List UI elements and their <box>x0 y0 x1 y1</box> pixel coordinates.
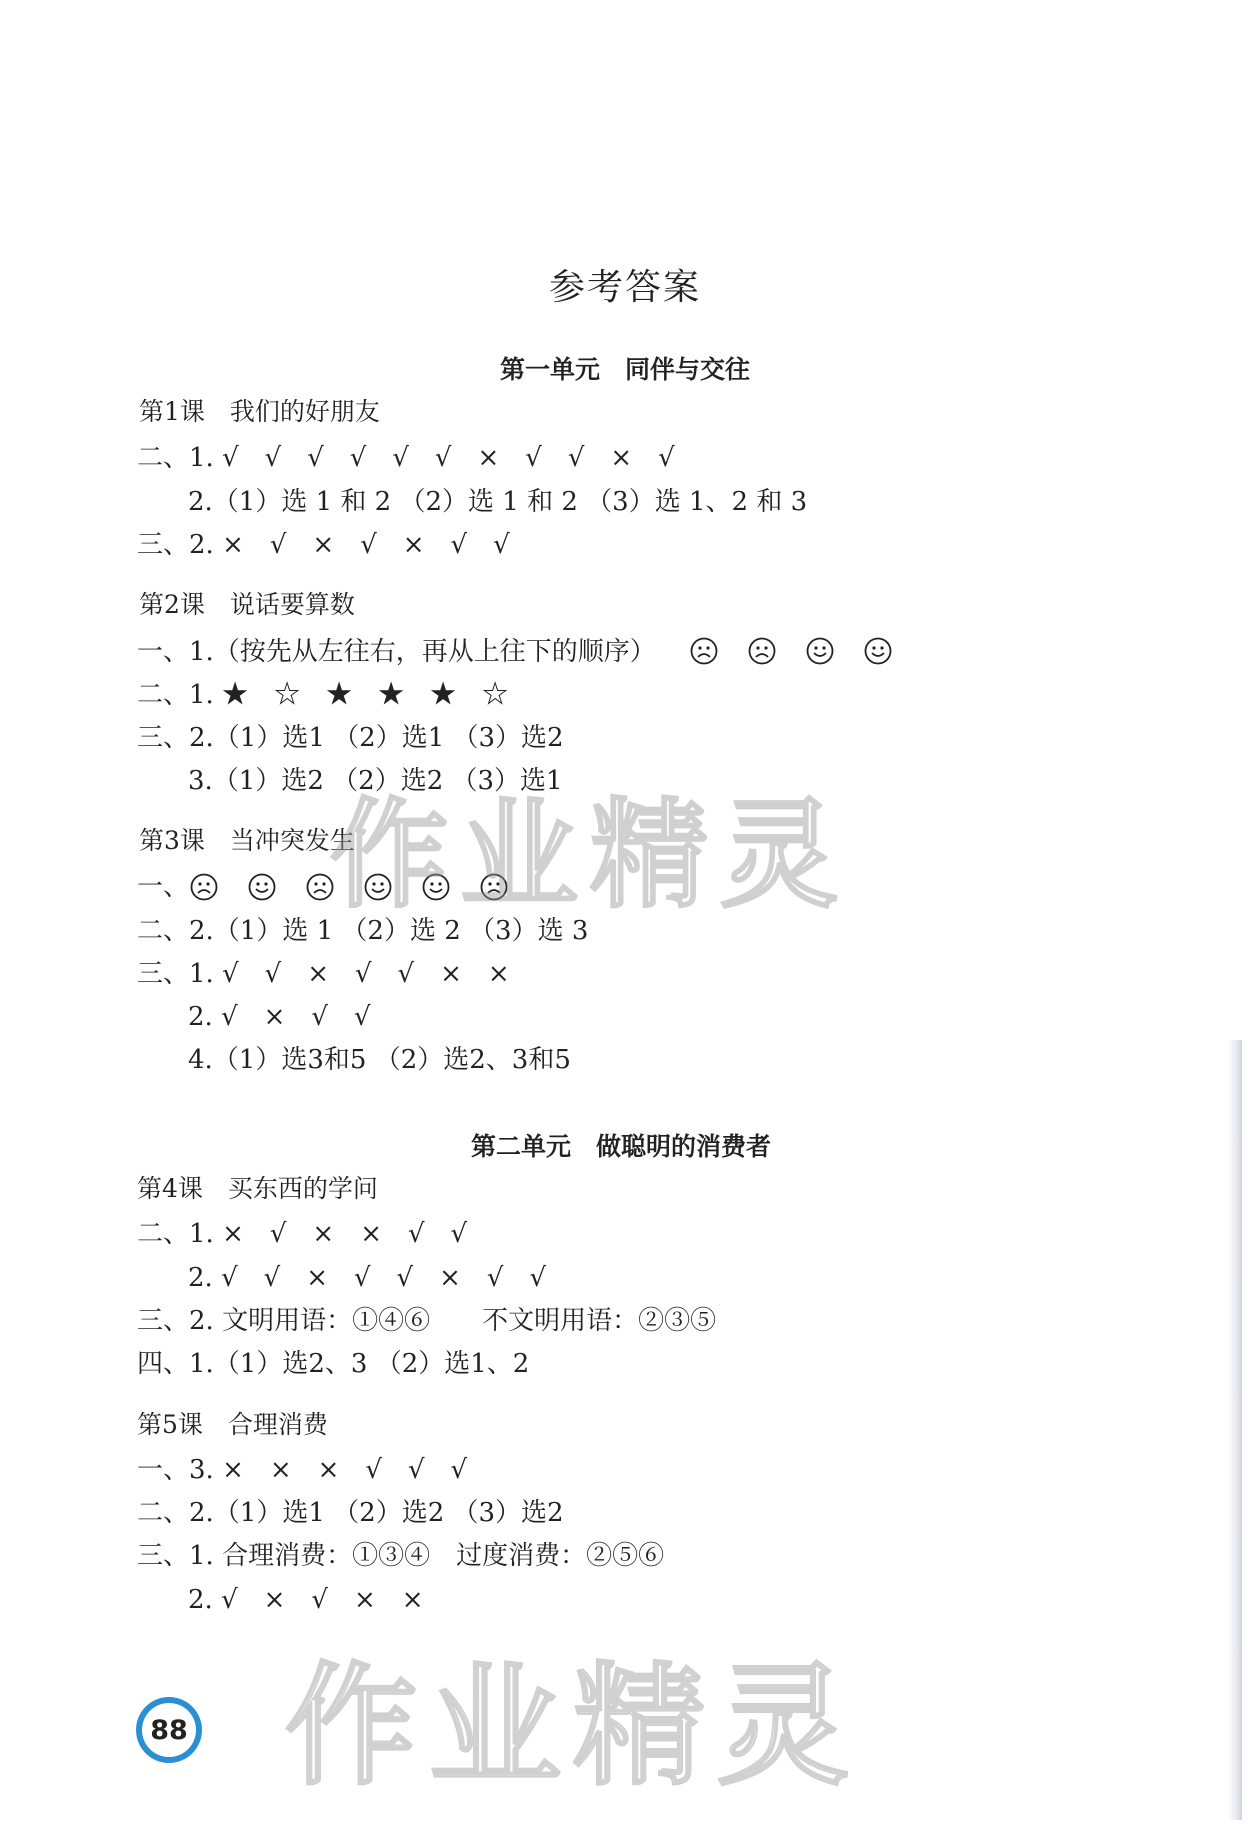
unit-2-title: 第二单元 做聪明的消费者 <box>471 1132 772 1161</box>
page-edge-shadow <box>1228 1040 1242 1820</box>
lesson-3-line-3: 三、1. √ √ × √ √ × × <box>137 959 510 989</box>
unit-1-title: 第一单元 同伴与交往 <box>500 355 751 384</box>
lesson-3-line-2: 二、2.（1）选 1 （2）选 2 （3）选 3 <box>137 916 589 946</box>
lesson-1-line-1: 二、1. √ √ √ √ √ √ × √ √ × √ <box>137 443 675 473</box>
smiley-face-icon <box>806 637 834 665</box>
lesson-5-line-3: 三、1. 合理消费：①③④ 过度消费：②⑤⑥ <box>137 1541 665 1571</box>
lesson-5-heading: 第5课 合理消费 <box>137 1410 328 1439</box>
lesson-2-line-2: 二、1. ★ ☆ ★ ★ ★ ☆ <box>137 680 509 710</box>
lesson-2-line-1: 一、1.（按先从左往右，再从上往下的顺序） <box>137 637 656 667</box>
lesson-2-line-3: 三、2.（1）选1 （2）选1 （3）选2 <box>137 723 564 753</box>
lesson-3-line-1: 一、 <box>137 872 190 902</box>
lesson-5-line-1: 一、3. × × × √ √ √ <box>137 1455 468 1485</box>
lesson-4-heading: 第4课 买东西的学问 <box>137 1174 378 1203</box>
lesson-4-line-4: 四、1.（1）选2、3 （2）选1、2 <box>137 1349 530 1379</box>
page-number: 88 <box>142 1703 196 1757</box>
watermark-text: 作业精灵 <box>330 786 851 924</box>
lesson-1-line-3: 三、2. × √ × √ × √ √ <box>137 530 510 560</box>
sad-face-icon <box>748 637 776 665</box>
lesson-3-line-5: 4.（1）选3和5 （2）选2、3和5 <box>188 1045 571 1075</box>
lesson-4-line-2: 2. √ √ × √ √ × √ √ <box>188 1263 547 1293</box>
lesson-4-line-3: 三、2. 文明用语：①④⑥ 不文明用语：②③⑤ <box>137 1306 717 1336</box>
lesson-4-line-1: 二、1. × √ × × √ √ <box>137 1219 468 1249</box>
smiley-face-icon <box>864 637 892 665</box>
lesson-5-line-4: 2. √ × √ × × <box>188 1585 424 1615</box>
sad-face-icon <box>690 637 718 665</box>
page-title: 参考答案 <box>548 267 701 308</box>
watermark-text-bottom: 作业精灵 <box>285 1650 861 1804</box>
lesson-2-faces <box>690 637 922 665</box>
lesson-3-heading: 第3课 当冲突发生 <box>139 826 355 855</box>
smiley-face-icon <box>248 873 276 901</box>
lesson-3-line-4: 2. √ × √ √ <box>188 1002 371 1032</box>
lesson-2-line-4: 3.（1）选2 （2）选2 （3）选1 <box>188 766 563 796</box>
lesson-1-line-2: 2.（1）选 1 和 2 （2）选 1 和 2 （3）选 1、2 和 3 <box>188 487 808 517</box>
lesson-2-heading: 第2课 说话要算数 <box>139 590 355 619</box>
lesson-5-line-2: 二、2.（1）选1 （2）选2 （3）选2 <box>137 1498 564 1528</box>
sad-face-icon <box>190 873 218 901</box>
lesson-1-heading: 第1课 我们的好朋友 <box>139 397 380 426</box>
page-number-badge <box>136 1697 202 1763</box>
